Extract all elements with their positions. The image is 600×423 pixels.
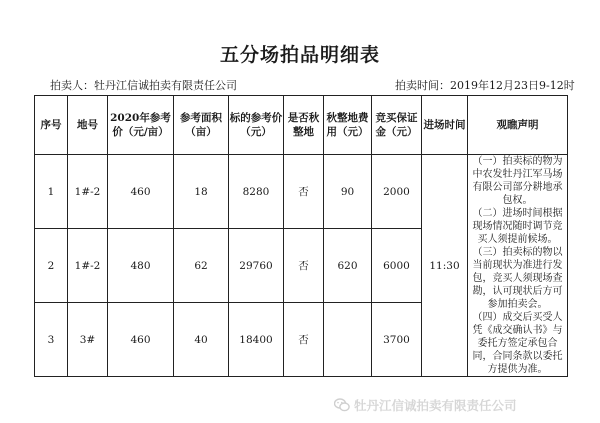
cell-autumn-fee: 90 bbox=[324, 155, 372, 229]
cell-ref-price: 460 bbox=[108, 303, 174, 377]
cell-target-price: 8280 bbox=[229, 155, 284, 229]
cell-autumn-fee: 620 bbox=[324, 229, 372, 303]
cell-target-price: 29760 bbox=[229, 229, 284, 303]
header-cell: 竞买保证金（元） bbox=[372, 96, 422, 155]
cell-plot: 1#-2 bbox=[68, 229, 108, 303]
header-cell: 进场时间 bbox=[422, 96, 468, 155]
watermark bbox=[334, 396, 517, 414]
watermark-text: 牡丹江信诚拍卖有限责任公司 bbox=[354, 398, 517, 413]
note-item: （二）进场时间根据现场情况随时调节竞买人须提前候场。 bbox=[472, 208, 563, 245]
cell-autumn: 否 bbox=[284, 303, 324, 377]
cell-deposit: 3700 bbox=[372, 303, 422, 377]
header-cell: 秋整地费用（元） bbox=[324, 96, 372, 155]
cell-deposit: 2000 bbox=[372, 155, 422, 229]
cell-no: 2 bbox=[35, 229, 68, 303]
cell-ref-price: 460 bbox=[108, 155, 174, 229]
note-item: （三）拍卖标的物以当前现状为准进行发包，竞买人须现场查勘，认可现状后方可参加拍卖会。 bbox=[472, 247, 563, 310]
cell-autumn: 否 bbox=[284, 229, 324, 303]
cell-no: 3 bbox=[35, 303, 68, 377]
cell-autumn: 否 bbox=[284, 155, 324, 229]
auction-time-line: 拍卖时间：2019年12月23日9-12时 bbox=[395, 79, 575, 92]
note-item: （四）成交后买受人凭《成交确认书》与委托方签定承包合同，合同条款以委托方提供为准。 bbox=[472, 312, 563, 375]
cell-entry-time: 11:30 bbox=[422, 155, 468, 377]
header-cell: 标的参考价（元） bbox=[229, 96, 284, 155]
cell-ref-price: 480 bbox=[108, 229, 174, 303]
header-cell: 参考面积（亩） bbox=[174, 96, 229, 155]
header-cell: 序号 bbox=[35, 96, 68, 155]
cell-no: 1 bbox=[35, 155, 68, 229]
cell-area: 62 bbox=[174, 229, 229, 303]
cell-plot: 1#-2 bbox=[68, 155, 108, 229]
auction-items-table bbox=[34, 95, 568, 377]
cell-plot: 3# bbox=[68, 303, 108, 377]
table-row bbox=[35, 155, 568, 229]
cell-area: 40 bbox=[174, 303, 229, 377]
note-item: （一）拍卖标的物为中农发牡丹江军马场有限公司部分耕地承包权。 bbox=[472, 156, 563, 206]
header-cell: 2020年参考价（元/亩） bbox=[108, 96, 174, 155]
header-cell: 地号 bbox=[68, 96, 108, 155]
header-row bbox=[35, 96, 568, 155]
page-title: 五分场拍品明细表 bbox=[219, 44, 380, 66]
cell-autumn-fee bbox=[324, 303, 372, 377]
cell-notes bbox=[468, 155, 568, 377]
header-cell: 观瞧声明 bbox=[468, 96, 568, 155]
cell-deposit: 6000 bbox=[372, 229, 422, 303]
cell-area: 18 bbox=[174, 155, 229, 229]
cell-target-price: 18400 bbox=[229, 303, 284, 377]
auctioneer-line: 拍卖人：牡丹江信诚拍卖有限责任公司 bbox=[50, 79, 237, 92]
wechat-icon bbox=[334, 398, 350, 412]
header-cell: 是否秋整地 bbox=[284, 96, 324, 155]
